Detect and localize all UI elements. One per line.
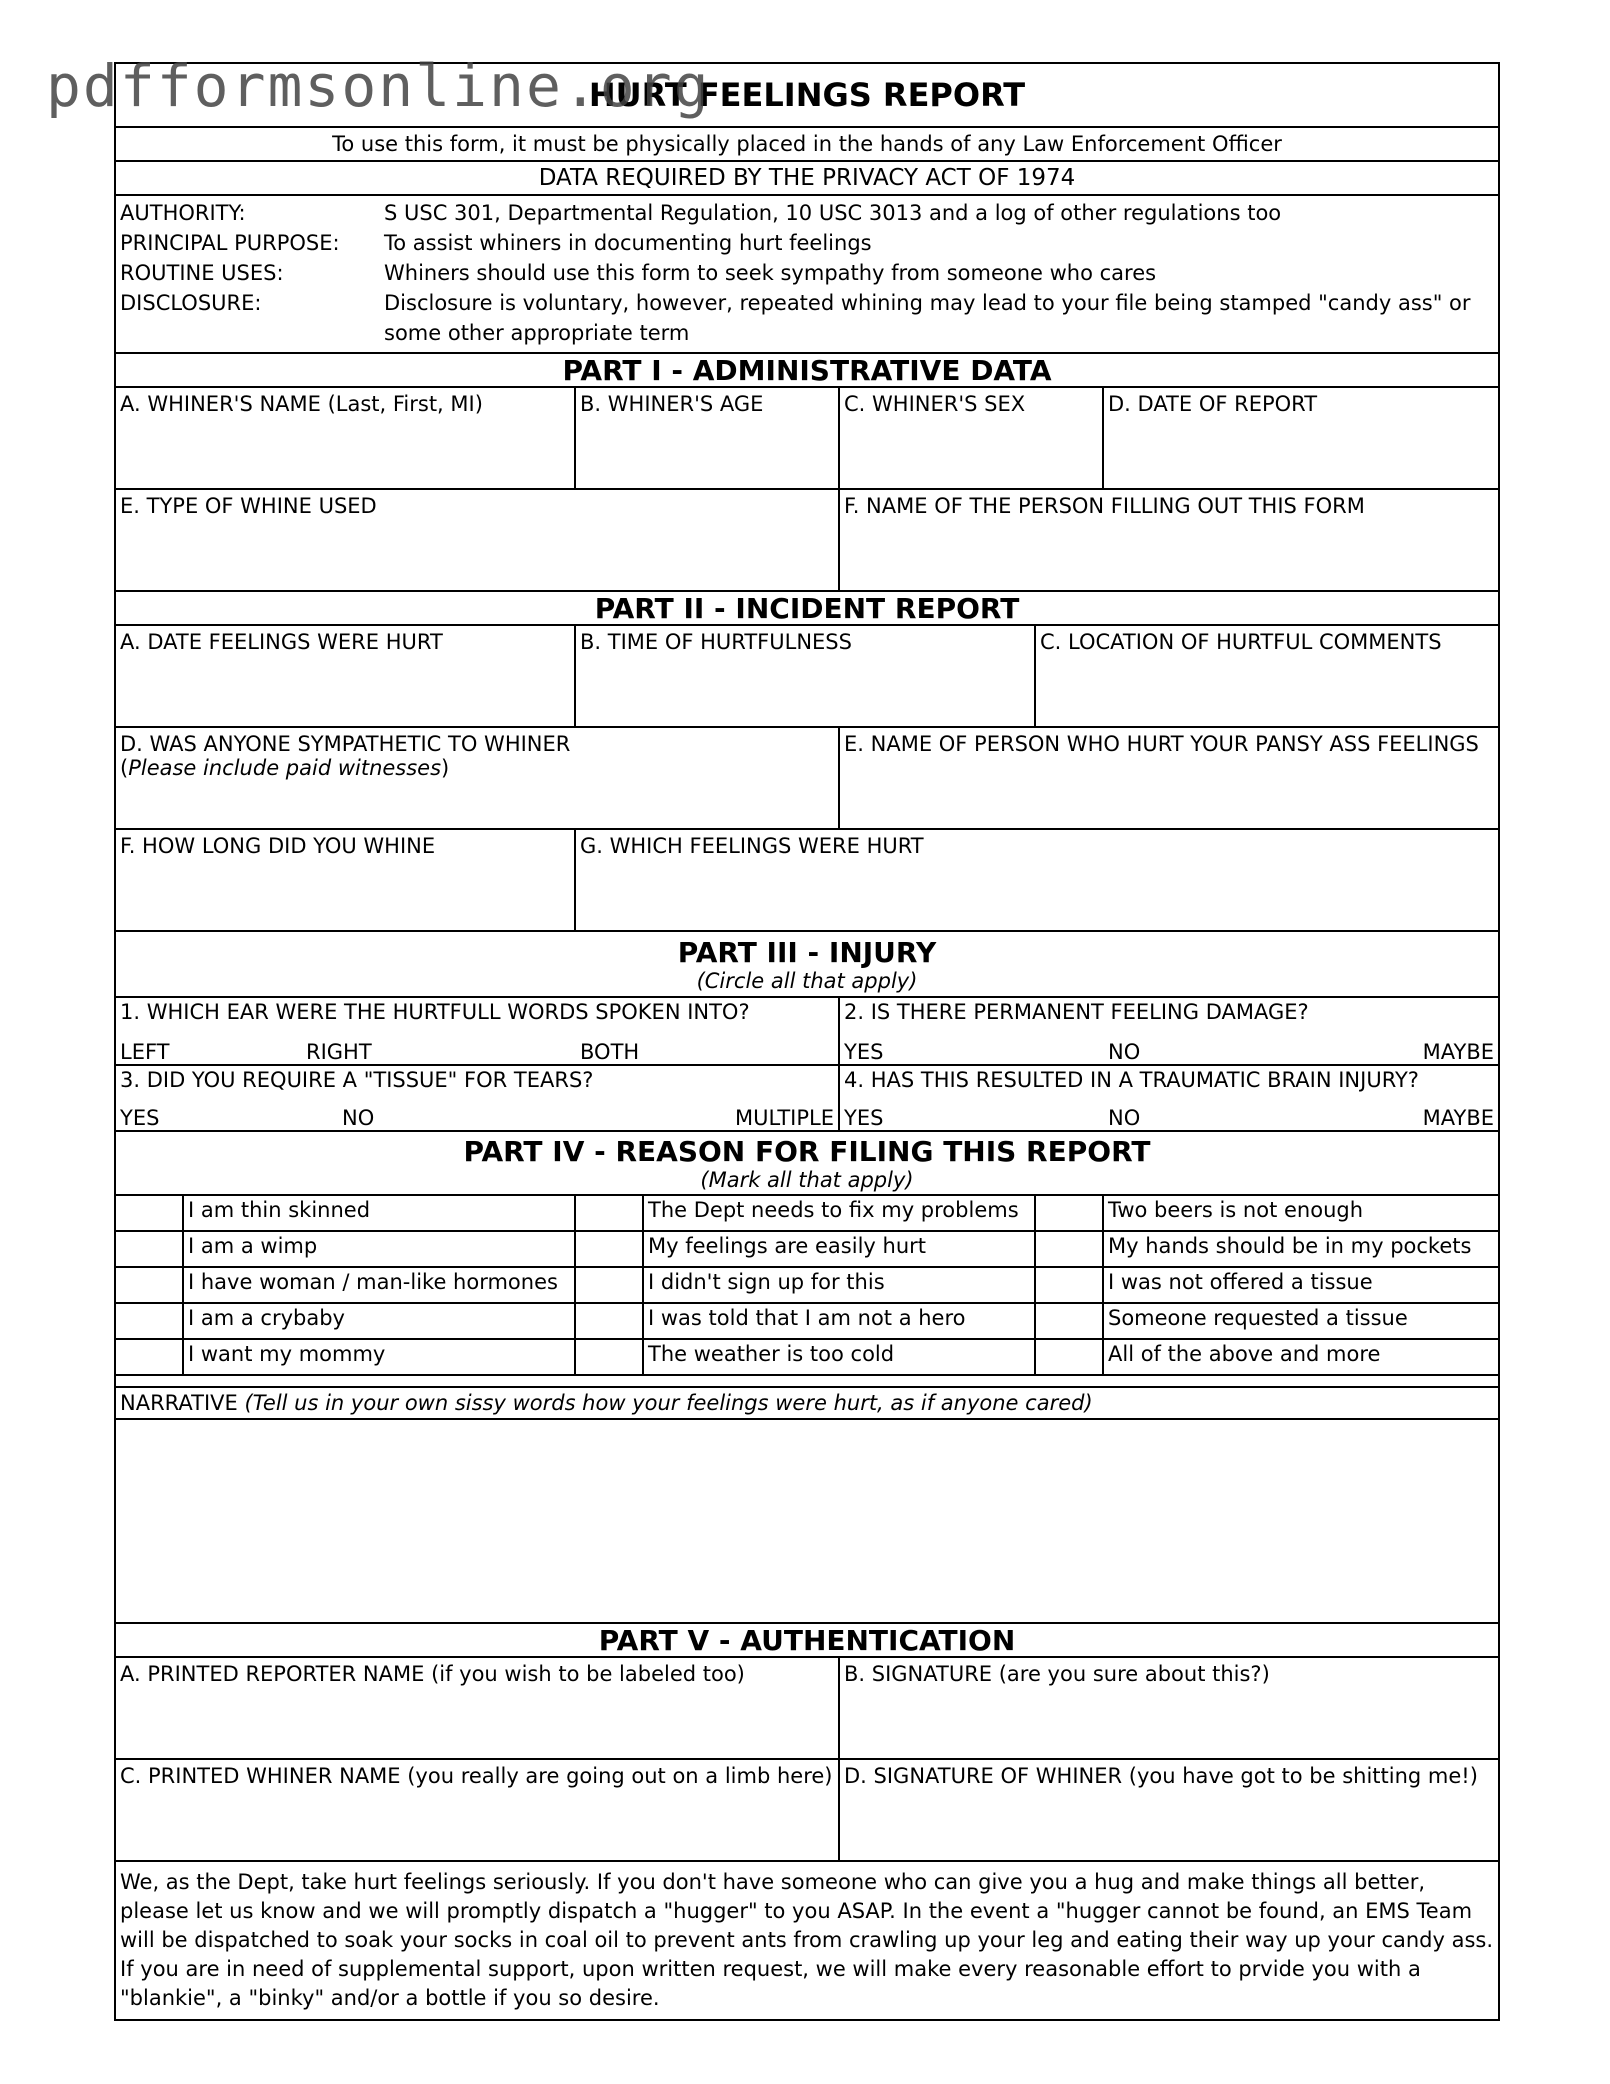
- privacy-value: Whiners should use this form to seek sympathy from someone who cares: [384, 261, 1157, 285]
- damage-question: [840, 998, 1498, 1064]
- field-label: C. LOCATION OF HURTFUL COMMENTS: [1040, 630, 1442, 654]
- whiner-sex-field[interactable]: [840, 388, 1104, 488]
- part5-row1: [116, 1658, 1498, 1760]
- field-label: B. SIGNATURE (are you sure about this?): [844, 1662, 1270, 1686]
- instruction-text: To use this form, it must be physically placed in the hands of any Law Enforcement Officer: [332, 132, 1282, 156]
- report-date-field[interactable]: [1104, 388, 1498, 488]
- field-label: A. PRINTED REPORTER NAME (if you wish to be labeled too): [120, 1662, 745, 1686]
- whine-duration-field[interactable]: [116, 830, 576, 930]
- footer-body: We, as the Dept, take hurt feelings seriously. If you don't have someone who can give you a hug and make things all better, please let us know and we will promptly dispatch a "hugger" to you ASAP. In the event a "hugger cannot be found, an EMS Team will be dispatched to soak your socks in coal oil to prevent ants from crawling up your leg and eating their way up your candy ass. If you are in need of supplemental support, upon written request, we will make every reasonable effort to prvide you with a "blankie", a "binky" and/or a bottle if you so desire.: [120, 1870, 1494, 2010]
- reason-checkbox[interactable]: [116, 1232, 184, 1266]
- field-label: F. NAME OF THE PERSON FILLING OUT THIS FORM: [844, 494, 1365, 518]
- hurt-feelings-form: [114, 62, 1500, 2021]
- brain-injury-options: [844, 1102, 1494, 1130]
- reason-row: [116, 1304, 1498, 1340]
- feelings-hurt-field[interactable]: [576, 830, 1498, 930]
- field-label: E. NAME OF PERSON WHO HURT YOUR PANSY ASS FEELINGS: [844, 732, 1479, 756]
- part2-row1: [116, 626, 1498, 728]
- option-maybe[interactable]: MAYBE: [1422, 1106, 1494, 1130]
- brain-injury-question: [840, 1066, 1498, 1130]
- whiner-signature-field[interactable]: [840, 1760, 1498, 1860]
- question-label: 2. IS THERE PERMANENT FEELING DAMAGE?: [844, 1000, 1309, 1024]
- reason-checkbox[interactable]: [1036, 1268, 1104, 1302]
- part2-row3: [116, 830, 1498, 932]
- field-label: B. TIME OF HURTFULNESS: [580, 630, 852, 654]
- ear-options: [120, 1034, 834, 1064]
- privacy-disclosure: [120, 288, 1494, 348]
- date-hurt-field[interactable]: [116, 626, 576, 726]
- field-note-text: Please include paid witnesses: [128, 756, 442, 780]
- offender-name-field[interactable]: [840, 728, 1498, 828]
- privacy-authority: [120, 198, 1494, 228]
- question-label: 1. WHICH EAR WERE THE HURTFULL WORDS SPOKEN INTO?: [120, 1000, 750, 1024]
- reason-label: Two beers is not enough: [1108, 1198, 1364, 1222]
- reason-checkbox[interactable]: [1036, 1304, 1104, 1338]
- reporter-name-field[interactable]: [116, 1658, 840, 1758]
- reason-label: I didn't sign up for this: [644, 1268, 1036, 1302]
- privacy-uses: [120, 258, 1494, 288]
- reason-label: I am thin skinned: [184, 1196, 576, 1230]
- reason-label: I was not offered a tissue: [1108, 1270, 1373, 1294]
- whiner-age-field[interactable]: [576, 388, 840, 488]
- reason-label: I have woman / man-like hormones: [184, 1268, 576, 1302]
- reason-checkbox[interactable]: [576, 1304, 644, 1338]
- option-multiple[interactable]: MULTIPLE: [735, 1106, 834, 1130]
- field-label: D. DATE OF REPORT: [1108, 392, 1318, 416]
- option-yes[interactable]: YES: [844, 1106, 884, 1130]
- tissue-options: [120, 1102, 834, 1130]
- narrative-note: (Tell us in your own sissy words how your feelings were hurt, as if anyone cared): [244, 1391, 1093, 1415]
- title-text: HURT FEELINGS REPORT: [588, 76, 1026, 114]
- reason-checkbox[interactable]: [576, 1196, 644, 1230]
- form-filler-name-field[interactable]: [840, 490, 1498, 590]
- narrative-field[interactable]: [116, 1420, 1498, 1624]
- part3-title: [116, 932, 1498, 998]
- sympathetic-field[interactable]: [116, 728, 840, 828]
- reason-label: All of the above and more: [1108, 1342, 1381, 1366]
- time-hurt-field[interactable]: [576, 626, 1036, 726]
- reason-row: [116, 1268, 1498, 1304]
- privacy-value: S USC 301, Departmental Regulation, 10 USC 3013 and a log of other regulations too: [384, 201, 1282, 225]
- option-left[interactable]: LEFT: [120, 1040, 170, 1064]
- part1-row2: [116, 490, 1498, 592]
- option-no[interactable]: NO: [342, 1106, 375, 1130]
- field-note: (Please include paid witnesses): [120, 756, 450, 780]
- part4-subtitle: (Mark all that apply): [700, 1167, 914, 1192]
- field-label: B. WHINER'S AGE: [580, 392, 764, 416]
- option-maybe[interactable]: MAYBE: [1422, 1040, 1494, 1064]
- field-label: G. WHICH FEELINGS WERE HURT: [580, 834, 924, 858]
- ear-question: [116, 998, 840, 1064]
- field-label: C. WHINER'S SEX: [844, 392, 1026, 416]
- watermark: pdfformsonline.org: [46, 52, 711, 120]
- field-label: A. WHINER'S NAME (Last, First, MI): [120, 392, 483, 416]
- reason-label: I am a wimp: [184, 1232, 576, 1266]
- reason-checkbox[interactable]: [116, 1304, 184, 1338]
- privacy-value: To assist whiners in documenting hurt feelings: [384, 231, 872, 255]
- option-yes[interactable]: YES: [120, 1106, 160, 1130]
- privacy-purpose: [120, 228, 1494, 258]
- reason-row: [116, 1196, 1498, 1232]
- question-label: 3. DID YOU REQUIRE A "TISSUE" FOR TEARS?: [120, 1068, 594, 1092]
- option-both[interactable]: BOTH: [580, 1040, 640, 1064]
- field-label: D. WAS ANYONE SYMPATHETIC TO WHINER: [120, 732, 571, 756]
- reason-row: [116, 1232, 1498, 1268]
- reason-label: The weather is too cold: [644, 1340, 1036, 1374]
- reason-checkbox[interactable]: [576, 1268, 644, 1302]
- privacy-label: DISCLOSURE:: [120, 291, 262, 315]
- part2-title-text: PART II - INCIDENT REPORT: [594, 591, 1020, 625]
- reason-label: The Dept needs to fix my problems: [644, 1196, 1036, 1230]
- privacy-label: ROUTINE USES:: [120, 261, 284, 285]
- field-label: C. PRINTED WHINER NAME (you really are going out on a limb here): [120, 1764, 833, 1788]
- narrative-header: [116, 1388, 1498, 1420]
- narrative-label: NARRATIVE: [120, 1391, 238, 1415]
- reason-label: I want my mommy: [184, 1340, 576, 1374]
- option-right[interactable]: RIGHT: [306, 1040, 372, 1064]
- whine-type-field[interactable]: [116, 490, 840, 590]
- reason-checkbox[interactable]: [1036, 1232, 1104, 1266]
- field-label: D. SIGNATURE OF WHINER (you have got to be shitting me!): [844, 1764, 1478, 1788]
- instruction: [116, 128, 1498, 162]
- reason-label: I am a crybaby: [184, 1304, 576, 1338]
- spacer-row: [116, 1376, 1498, 1388]
- privacy-label: AUTHORITY:: [120, 201, 246, 225]
- question-label: 4. HAS THIS RESULTED IN A TRAUMATIC BRAIN INJURY?: [844, 1068, 1419, 1092]
- part4-title-text: PART IV - REASON FOR FILING THIS REPORT: [463, 1134, 1151, 1168]
- part3-row1: [116, 998, 1498, 1066]
- part5-title-text: PART V - AUTHENTICATION: [598, 1623, 1016, 1657]
- privacy-header: [116, 162, 1498, 196]
- privacy-block: [116, 196, 1498, 354]
- privacy-value: Disclosure is voluntary, however, repeated whining may lead to your file being stamped "candy ass" or some other appropriate term: [384, 291, 1471, 345]
- part1-title-text: PART I - ADMINISTRATIVE DATA: [562, 353, 1052, 387]
- privacy-label: PRINCIPAL PURPOSE:: [120, 231, 340, 255]
- field-label: E. TYPE OF WHINE USED: [120, 494, 377, 518]
- reason-checkbox[interactable]: [1036, 1196, 1104, 1230]
- whiner-printed-name-field[interactable]: [116, 1760, 840, 1860]
- field-label: A. DATE FEELINGS WERE HURT: [120, 630, 443, 654]
- whiner-name-field[interactable]: [116, 388, 576, 488]
- part5-title: [116, 1624, 1498, 1658]
- reason-label: My hands should be in my pockets: [1108, 1234, 1472, 1258]
- reason-checkbox[interactable]: [116, 1196, 184, 1230]
- option-no[interactable]: NO: [1108, 1040, 1141, 1064]
- reason-label: I was told that I am not a hero: [644, 1304, 1036, 1338]
- reason-row: [116, 1340, 1498, 1376]
- privacy-header-text: DATA REQUIRED BY THE PRIVACY ACT OF 1974: [538, 165, 1076, 191]
- reason-label: My feelings are easily hurt: [644, 1232, 1036, 1266]
- part2-row2: [116, 728, 1498, 830]
- part1-row1: [116, 388, 1498, 490]
- part2-title: [116, 592, 1498, 626]
- option-no[interactable]: NO: [1108, 1106, 1141, 1130]
- part3-row2: [116, 1066, 1498, 1132]
- part5-row2: [116, 1760, 1498, 1862]
- option-yes[interactable]: YES: [844, 1040, 884, 1064]
- reason-checkbox[interactable]: [1036, 1340, 1104, 1374]
- location-field[interactable]: [1036, 626, 1498, 726]
- part1-title: [116, 354, 1498, 388]
- part3-subtitle: (Circle all that apply): [696, 968, 918, 993]
- reporter-signature-field[interactable]: [840, 1658, 1498, 1758]
- reason-checkbox[interactable]: [116, 1340, 184, 1374]
- field-label: F. HOW LONG DID YOU WHINE: [120, 834, 436, 858]
- part4-title: [116, 1132, 1498, 1196]
- reason-label: Someone requested a tissue: [1108, 1306, 1408, 1330]
- reason-checkbox[interactable]: [576, 1340, 644, 1374]
- footer-text: [116, 1862, 1498, 2019]
- part3-title-text: PART III - INJURY: [677, 935, 937, 969]
- reason-checkbox[interactable]: [576, 1232, 644, 1266]
- tissue-question: [116, 1066, 840, 1130]
- damage-options: [844, 1034, 1494, 1064]
- reason-checkbox[interactable]: [116, 1268, 184, 1302]
